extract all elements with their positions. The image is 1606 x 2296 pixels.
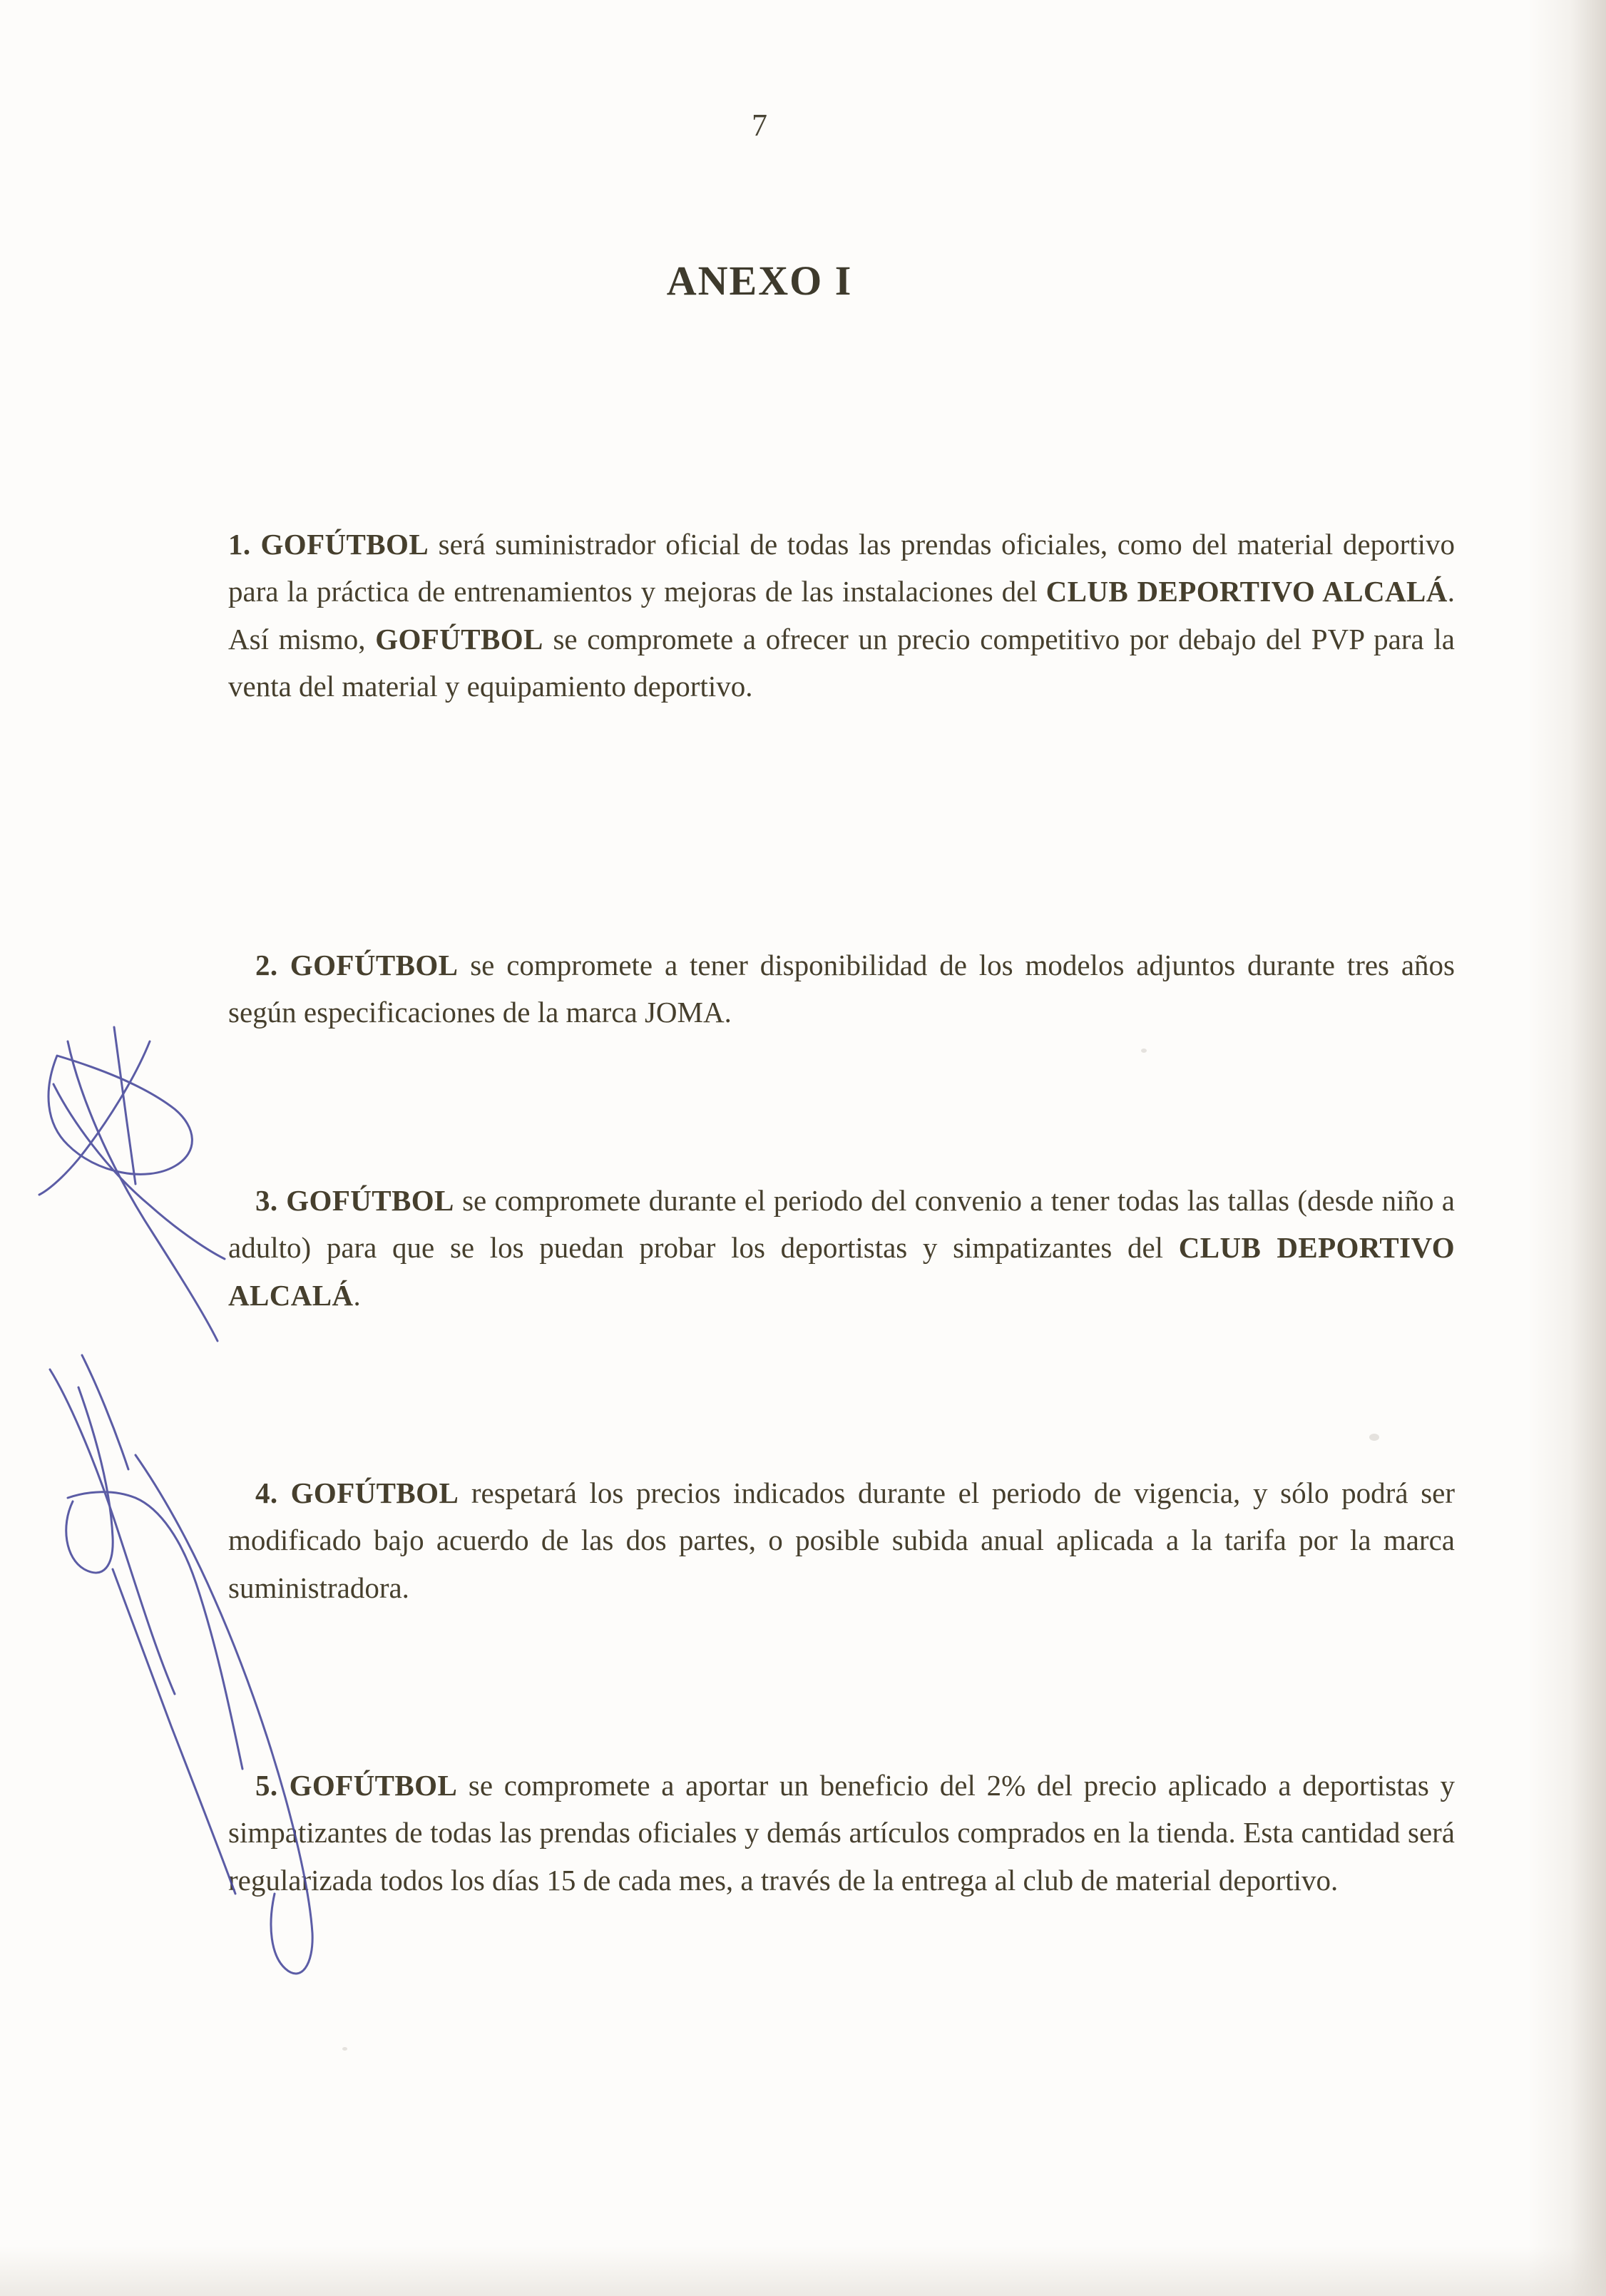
clause-text: se compromete a ofrecer un precio competitivo por debajo del PVP para la venta del material y equipamiento deportivo. bbox=[228, 622, 1455, 703]
clause-paragraph-4 bbox=[228, 1469, 1455, 1611]
clause-paragraph-1 bbox=[228, 521, 1455, 710]
clause-number: 4. bbox=[255, 1476, 291, 1509]
clause-number: 1. bbox=[228, 528, 261, 561]
page-title: ANEXO I bbox=[666, 257, 853, 304]
paper-speck bbox=[1369, 1434, 1379, 1441]
clause-number: 5. bbox=[255, 1769, 290, 1802]
brand-name: GOFÚTBOL bbox=[290, 1476, 459, 1509]
brand-name: GOFÚTBOL bbox=[289, 1769, 458, 1802]
clause-text: se compromete durante el periodo del convenio a tener todas las tallas (desde niño a adulto) para que se los puedan probar los deportistas y simpatizantes del bbox=[228, 1184, 1455, 1265]
emphasised-text: CLUB DEPORTIVO ALCALÁ bbox=[1045, 575, 1448, 608]
clause-text: . Así mismo, bbox=[228, 575, 1456, 655]
page-number: 7 bbox=[752, 108, 767, 143]
clause-text: . bbox=[353, 1278, 361, 1312]
brand-name: GOFÚTBOL bbox=[286, 1184, 454, 1217]
clause-text: respetará los precios indicados durante el periodo de vigencia, y sólo podrá ser modificado bajo acuerdo de las dos partes, o posible subida anual aplicada a la tarifa por la marca suministradora. bbox=[228, 1476, 1456, 1604]
clause-number: 3. bbox=[255, 1184, 287, 1217]
clause-paragraph-2 bbox=[228, 942, 1455, 1036]
clause-paragraph-5 bbox=[228, 1762, 1455, 1904]
paper-speck bbox=[1141, 1048, 1147, 1053]
emphasised-text: CLUB DEPORTIVO ALCALÁ bbox=[228, 1231, 1455, 1312]
clause-number: 2. bbox=[255, 949, 290, 981]
clause-text: se compromete a tener disponibilidad de los modelos adjuntos durante tres años según especificaciones de la marca JOMA. bbox=[228, 949, 1455, 1029]
paper-speck bbox=[342, 2047, 347, 2051]
brand-name: GOFÚTBOL bbox=[290, 949, 459, 981]
clause-paragraph-3 bbox=[228, 1177, 1455, 1319]
brand-name: GOFÚTBOL bbox=[260, 528, 429, 561]
emphasised-text: GOFÚTBOL bbox=[375, 622, 543, 655]
clause-text: se compromete a aportar un beneficio del 2% del precio aplicado a deportistas y simpatizantes de todas las prendas oficiales y demás artículos comprados en la tienda. Esta cantidad será regularizada todos los días 15 de cada mes, a través de la entrega al club de material deportivo. bbox=[228, 1769, 1455, 1897]
clause-text: será suministrador oficial de todas las prendas oficiales, como del material deportivo para la práctica de entrenamientos y mejoras de las instalaciones del bbox=[228, 528, 1456, 608]
